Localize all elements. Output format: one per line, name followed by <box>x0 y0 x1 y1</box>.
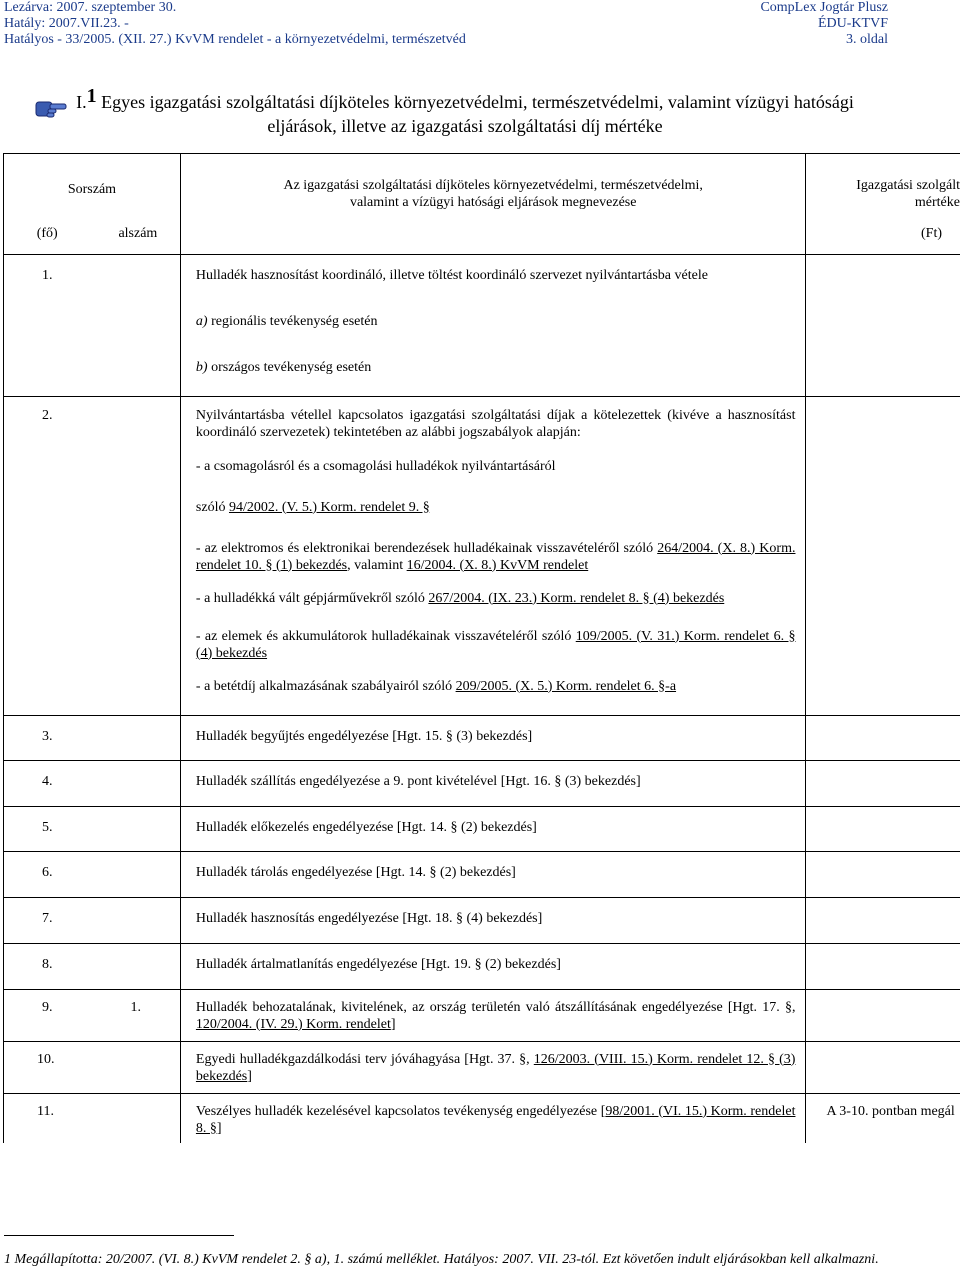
table-row <box>4 254 960 396</box>
item-text: - a betétdíj alkalmazásának szabályairól szóló <box>195 678 456 694</box>
row-fee <box>806 396 960 715</box>
col-header-fee <box>806 154 960 225</box>
row-description <box>180 254 806 396</box>
row-number: 8. <box>4 943 91 989</box>
item-text: - a hulladékká vált gépjárművekről szóló <box>195 590 429 606</box>
row-description: Hulladék hasznosítás engedélyezése [Hgt. 18. § (4) bekezdés] <box>180 897 806 943</box>
col-header-currency: (Ft) <box>806 225 960 255</box>
row-number: 4. <box>4 760 91 806</box>
row-sub <box>90 806 180 851</box>
item-a-text: regionális tevékenység esetén <box>207 313 378 329</box>
row-number: 3. <box>4 715 91 760</box>
row-number: 6. <box>4 851 91 897</box>
item-text: ] <box>247 1068 252 1084</box>
table-row <box>4 1093 960 1143</box>
row-fee <box>806 806 960 851</box>
desc-header-line1: Az igazgatási szolgáltatási díjköteles környezetvédelmi, természetvédelmi, <box>283 178 703 194</box>
item-b-label: b) <box>195 359 208 375</box>
table-row <box>4 943 960 989</box>
col-header-desc-empty <box>180 225 806 255</box>
row-sub: 1. <box>90 989 180 1041</box>
item-b-text: országos tevékenység esetén <box>207 359 372 375</box>
row1-text: Hulladék hasznosítást koordináló, illetve töltést koordináló szervezet nyilvántartásba vétele <box>195 267 708 283</box>
header-document-title: Hatályos - 33/2005. (XII. 27.) KvVM rendelet - a környezetvédelmi, természetvéd <box>4 32 466 47</box>
item-text: ] <box>216 1120 222 1136</box>
law-link[interactable]: 120/2004. (IV. 29.) Korm. rendelet <box>195 1016 391 1032</box>
law-link[interactable]: 109/2005. (V. 31.) Korm. rendelet 6. § (4) bekezdés <box>195 628 796 661</box>
row-sub <box>90 943 180 989</box>
row-description <box>180 396 806 715</box>
item-text: Egyedi hulladékgazdálkodási terv jóváhagyása [Hgt. 37. §, <box>195 1051 534 1067</box>
row2-item1: - a csomagolásról és a csomagolási hulladékok nyilvántartásáról <box>195 458 556 474</box>
item-a-label: a) <box>195 313 208 329</box>
row-number: 1. <box>4 254 91 396</box>
row-fee <box>806 715 960 760</box>
row-number: 2. <box>4 396 91 715</box>
row-sub <box>90 760 180 806</box>
row-sub <box>90 851 180 897</box>
col-header-main: (fő) <box>4 225 91 255</box>
col-header-number: Sorszám <box>4 154 181 225</box>
row-description: Hulladék szállítás engedélyezése a 9. pont kivételével [Hgt. 16. § (3) bekezdés] <box>180 760 806 806</box>
row1-item-a <box>196 313 796 330</box>
title-line1: Egyes igazgatási szolgáltatási díjköteles környezetvédelmi, természetvédelmi, valamint vízügyi hatósági <box>96 92 854 112</box>
row-number: 10. <box>4 1041 91 1093</box>
row-description <box>180 1041 806 1093</box>
row-sub <box>90 897 180 943</box>
law-link[interactable]: 16/2004. (X. 8.) KvVM rendelet <box>406 557 589 573</box>
header-closed-date: Lezárva: 2007. szeptember 30. <box>4 0 177 15</box>
table-row <box>4 1041 960 1093</box>
row-description <box>180 1093 806 1143</box>
row-sub <box>90 1093 180 1143</box>
row-description: Hulladék előkezelés engedélyezése [Hgt. 14. § (2) bekezdés] <box>180 806 806 851</box>
desc-header-line2: valamint a vízügyi hatósági eljárások megnevezése <box>349 195 637 211</box>
row2-item4 <box>196 628 796 662</box>
row2-item3 <box>196 590 796 607</box>
header-validity: Hatály: 2007.VII.23. - <box>4 16 129 31</box>
row-number: 5. <box>4 806 91 851</box>
row-description: Hulladék ártalmatlanítás engedélyezése [Hgt. 19. § (2) bekezdés] <box>180 943 806 989</box>
row-sub <box>90 396 180 715</box>
law-link[interactable]: 209/2005. (X. 5.) Korm. rendelet 6. §-a <box>455 678 677 694</box>
row2-item2 <box>196 540 796 574</box>
header-page-number: 3. oldal <box>846 32 888 47</box>
row-fee <box>806 760 960 806</box>
table-row <box>4 989 960 1041</box>
header-product-name: CompLex Jogtár Plusz <box>760 0 888 15</box>
row2-intro: Nyilvántartásba vétellel kapcsolatos igazgatási szolgáltatási díjak a kötelezettek (kivéve a hasznosítást koordináló szervezetek) tekintetében az alábbi jogszabályok alapján: <box>195 407 796 440</box>
item-text: Veszélyes hulladék kezelésével kapcsolatos tevékenység engedélyezése [ <box>195 1103 606 1119</box>
row-fee <box>806 851 960 897</box>
header-user: ÉDU-KTVF <box>818 16 888 31</box>
col-header-sub: alszám <box>90 225 180 255</box>
fee-header-line1: Igazgatási szolgált <box>856 178 960 194</box>
footnote-divider <box>4 1235 234 1236</box>
law-link[interactable]: 126/2003. (VIII. 15.) Korm. rendelet 12. § (3) bekezdés <box>195 1051 796 1084</box>
item-text: szóló <box>195 499 229 515</box>
row-fee <box>806 943 960 989</box>
law-link[interactable]: 94/2002. (V. 5.) Korm. rendelet 9. § <box>228 499 430 515</box>
law-link[interactable]: 264/2004. (X. 8.) Korm. rendelet 10. § (1) bekezdés <box>195 540 796 573</box>
item-text: ] <box>390 1016 396 1032</box>
title-prefix: I. <box>76 92 87 112</box>
item-text: Hulladék behozatalának, kivitelének, az ország területén való átszállításának engedélyezése [Hgt. 17. §, <box>195 999 796 1015</box>
row-fee <box>806 989 960 1041</box>
row-description: Hulladék tárolás engedélyezése [Hgt. 14. § (2) bekezdés] <box>180 851 806 897</box>
law-link[interactable]: 98/2001. (VI. 15.) Korm. rendelet 8. § <box>195 1103 796 1136</box>
row-number: 7. <box>4 897 91 943</box>
row-fee <box>806 1041 960 1093</box>
item-text: - az elektromos és elektronikai berendezések hulladékainak visszavételéről szóló <box>195 540 658 556</box>
table-row <box>4 715 960 760</box>
table-row <box>4 760 960 806</box>
table-row <box>4 851 960 897</box>
row-sub <box>90 1041 180 1093</box>
row2-item5 <box>196 678 796 695</box>
row-number: 9. <box>4 989 91 1041</box>
row-description: Hulladék begyűjtés engedélyezése [Hgt. 15. § (3) bekezdés] <box>180 715 806 760</box>
table-row <box>4 806 960 851</box>
row1-item-b <box>196 359 796 376</box>
fee-header-line2: mértéke <box>914 195 960 211</box>
row-description <box>180 989 806 1041</box>
title-line2: eljárások, illetve az igazgatási szolgáltatási díj mértéke <box>267 116 663 136</box>
item-text: - az elemek és akkumulátorok hulladékainak visszavételéről szóló <box>195 628 576 644</box>
row-number: 11. <box>4 1093 91 1143</box>
col-header-description <box>180 154 806 225</box>
fee-table <box>3 153 960 1143</box>
item-text: , valamint <box>347 557 407 573</box>
table-row <box>4 396 960 715</box>
law-link[interactable]: 267/2004. (IX. 23.) Korm. rendelet 8. § (4) bekezdés <box>428 590 725 606</box>
footnote: 1 Megállapította: 20/2007. (VI. 8.) KvVM rendelet 2. § a), 1. számú melléklet. Hatályos: 2007. VII. 23-tól. Ezt követően indult eljárásokban kell alkalmazni. <box>4 1252 879 1267</box>
section-title <box>30 85 900 138</box>
pointing-hand-icon[interactable] <box>34 94 68 126</box>
footnote-mark[interactable]: 1 <box>86 85 97 107</box>
row-fee <box>806 254 960 396</box>
row2-item1-cont <box>196 499 796 516</box>
row-fee: A 3-10. pontban megál <box>806 1093 960 1143</box>
row-sub <box>90 254 180 396</box>
row-sub <box>90 715 180 760</box>
table-row <box>4 897 960 943</box>
row-fee <box>806 897 960 943</box>
